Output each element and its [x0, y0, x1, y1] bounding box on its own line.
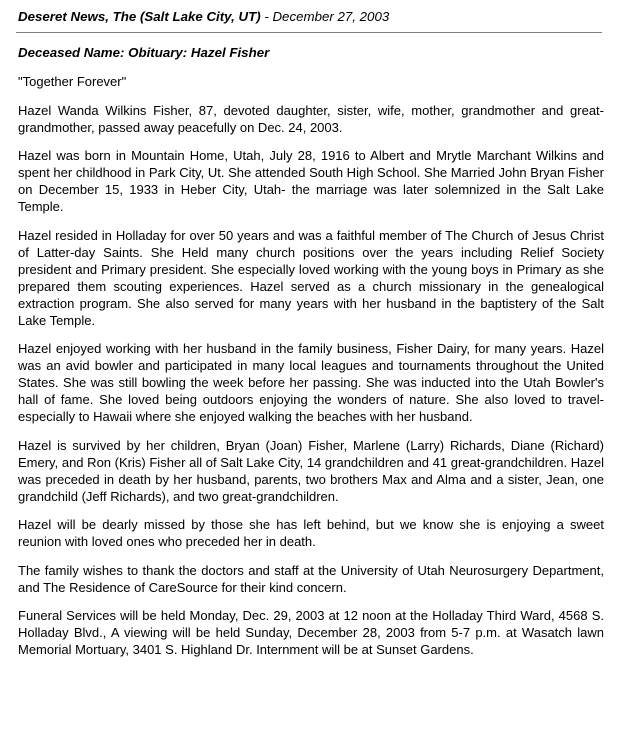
paragraph-services: Funeral Services will be held Monday, Dec. 29, 2003 at 12 noon at the Holladay Third Ward, 4568 S. Holladay Blvd., A viewing will be held Sunday, December 28, 2003 from 5-7 p.m. at Wasatch lawn Memorial Mortuary, 3401 S. Highland Dr. Internment will be at Sunset Gardens.: [18, 608, 604, 657]
header-separator: -: [260, 9, 273, 24]
paragraph-thanks: The family wishes to thank the doctors and staff at the University of Utah Neurosurgery Department, and The Residence of CareSource for their kind concern.: [18, 562, 604, 595]
header-divider: [16, 32, 602, 33]
deceased-name: Deceased Name: Obituary: Hazel Fisher: [18, 45, 270, 60]
obituary-subtitle: "Together Forever": [18, 74, 127, 89]
paragraph-early-life: Hazel was born in Mountain Home, Utah, July 28, 1916 to Albert and Mrytle Marchant Wilkins and spent her childhood in Park City, Ut. She attended South High School. She Married John Bryan Fisher on December 15, 1933 in Heber City, Utah- the marriage was later solemnized in the Salt Lake Temple.: [18, 148, 604, 214]
publication-header: [18, 8, 604, 25]
paragraph-farewell: Hazel will be dearly missed by those she has left behind, but we know she is enjoying a sweet reunion with loved ones who preceded her in death.: [18, 517, 604, 549]
paragraph-intro: Hazel Wanda Wilkins Fisher, 87, devoted daughter, sister, wife, mother, grandmother and great-grandmother, passed away peacefully on Dec. 24, 2003.: [18, 102, 604, 135]
paragraph-hobbies: Hazel enjoyed working with her husband in the family business, Fisher Dairy, for many years. Hazel was an avid bowler and participated in many local leagues and tournaments throughout the United States. She was still bowling the week before her passing. She was inducted into the Utah Bowler's hall of fame. She loved being outdoors enjoying the wonders of nature. She also loved to travel-especially to Hawaii where she enjoyed walking the beaches with her husband.: [18, 341, 604, 424]
paragraph-church-service: Hazel resided in Holladay for over 50 years and was a faithful member of The Church of Jesus Christ of Latter-day Saints. She Held many church positions over the years including Relief Society president and Primary president. She especially loved working with the young boys in Primary as she prepared them scouting experiences. Hazel served as a church missionary in the genealogical extraction program. She also served for many years with her husband in the baptistery of the Salt Lake Temple.: [18, 227, 604, 328]
paragraph-survivors: Hazel is survived by her children, Bryan (Joan) Fisher, Marlene (Larry) Richards, Diane (Richard) Emery, and Ron (Kris) Fisher all of Salt Lake City, 14 grandchildren and 41 great-grandchildren. Hazel was preceded in death by her husband, parents, two brothers Max and Alma and a sister, Jean, one grandchild (Jeff Richards), and two great-grandchildren.: [18, 437, 604, 504]
publication-name: Deseret News, The (Salt Lake City, UT): [18, 9, 261, 24]
publication-date: December 27, 2003: [272, 9, 390, 24]
obituary-page: [18, 0, 604, 658]
